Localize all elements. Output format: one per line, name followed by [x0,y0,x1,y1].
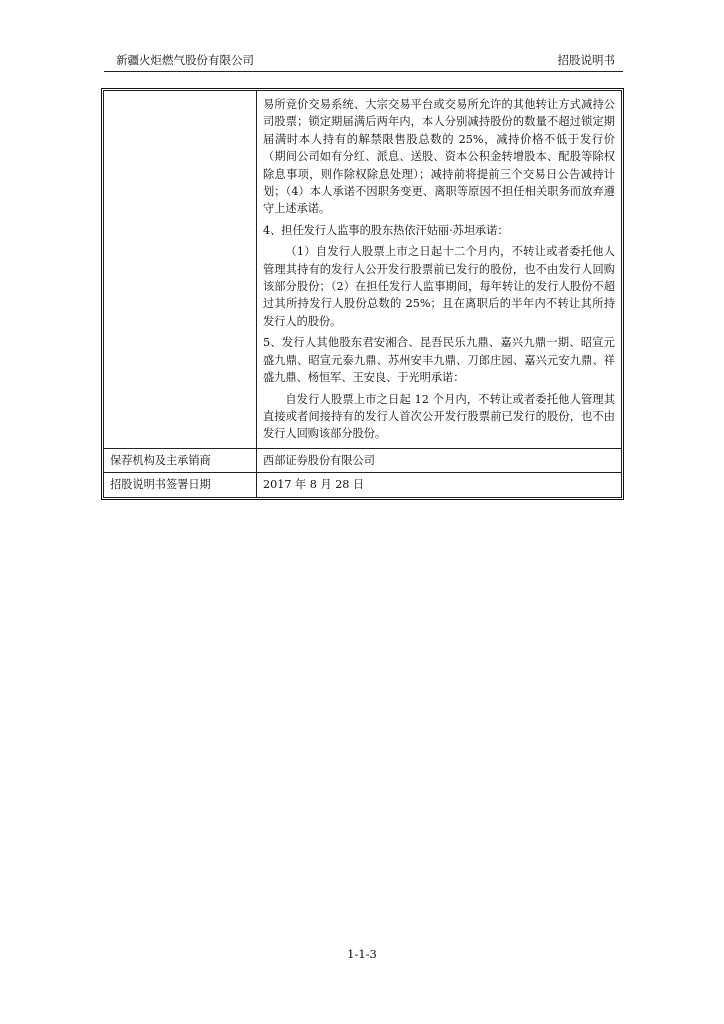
header-rule [104,71,623,72]
document-title: 招股说明书 [557,53,615,67]
commitment-paragraph-1: 易所竞价交易系统、大宗交易平台或交易所允许的其他转让方式减持公司股票；锁定期届满后两年内，本人分别减持股份的数量不超过锁定期届满时本人持有的解禁限售股总数的 25%，减持价格不低于发行价（期间公司如有分红、派息、送股、资本公积金转增股本、配股等除权除息事项，则作除权除息处理）；减持前将提前三个交易日公告减持计划；（4）本人承诺不因职务变更、离职等原因不担任相关职务而放弃遵守上述承诺。 [263,98,615,216]
company-name: 新疆火炬燃气股份有限公司 [116,53,254,67]
commitment-heading-4: 4、担任发行人监事的股东热依汗姑丽·苏坦承诺： [263,223,509,237]
commitment-row [104,91,622,449]
signing-date-row [104,473,622,497]
commitment-content-cell [257,91,622,449]
commitment-paragraph-5: 自发行人股票上市之日起 12 个月内，不转让或者委托他人管理其直接或者间接持有的发行人首次公开发行股票前已发行的股份，也不由发行人回购该部分股份。 [263,392,615,441]
page-header [104,52,623,70]
commitment-paragraph-4: （1）自发行人股票上市之日起十二个月内，不转让或者委托他人管理其持有的发行人公开发行股票前已发行的股份，也不由发行人回购该部分股份；（2）在担任发行人监事期间，每年转让的发行人股份不超过其所持发行人股份总数的 25%；且在离职后的半年内不转让其所持发行人的股份。 [263,245,615,328]
info-table [103,90,622,498]
sponsor-label: 保荐机构及主承销商 [104,448,257,472]
commitment-heading-5: 5、发行人其他股东君安湘合、昆吾民乐九鼎、嘉兴九鼎一期、昭宣元盛九鼎、昭宣元泰九鼎、苏州安丰九鼎、刀郎庄园、嘉兴元安九鼎、祥盛九鼎、杨恒军、王安良、于光明承诺： [263,336,615,385]
sponsor-row [104,448,622,472]
sponsor-value: 西部证券股份有限公司 [257,448,622,472]
signing-date-label: 招股说明书签署日期 [104,473,257,497]
commitment-label-cell [104,91,257,449]
signing-date-value: 2017 年 8 月 28 日 [257,473,622,497]
page-number: 1-1-3 [347,947,377,961]
info-table-frame [101,88,624,500]
